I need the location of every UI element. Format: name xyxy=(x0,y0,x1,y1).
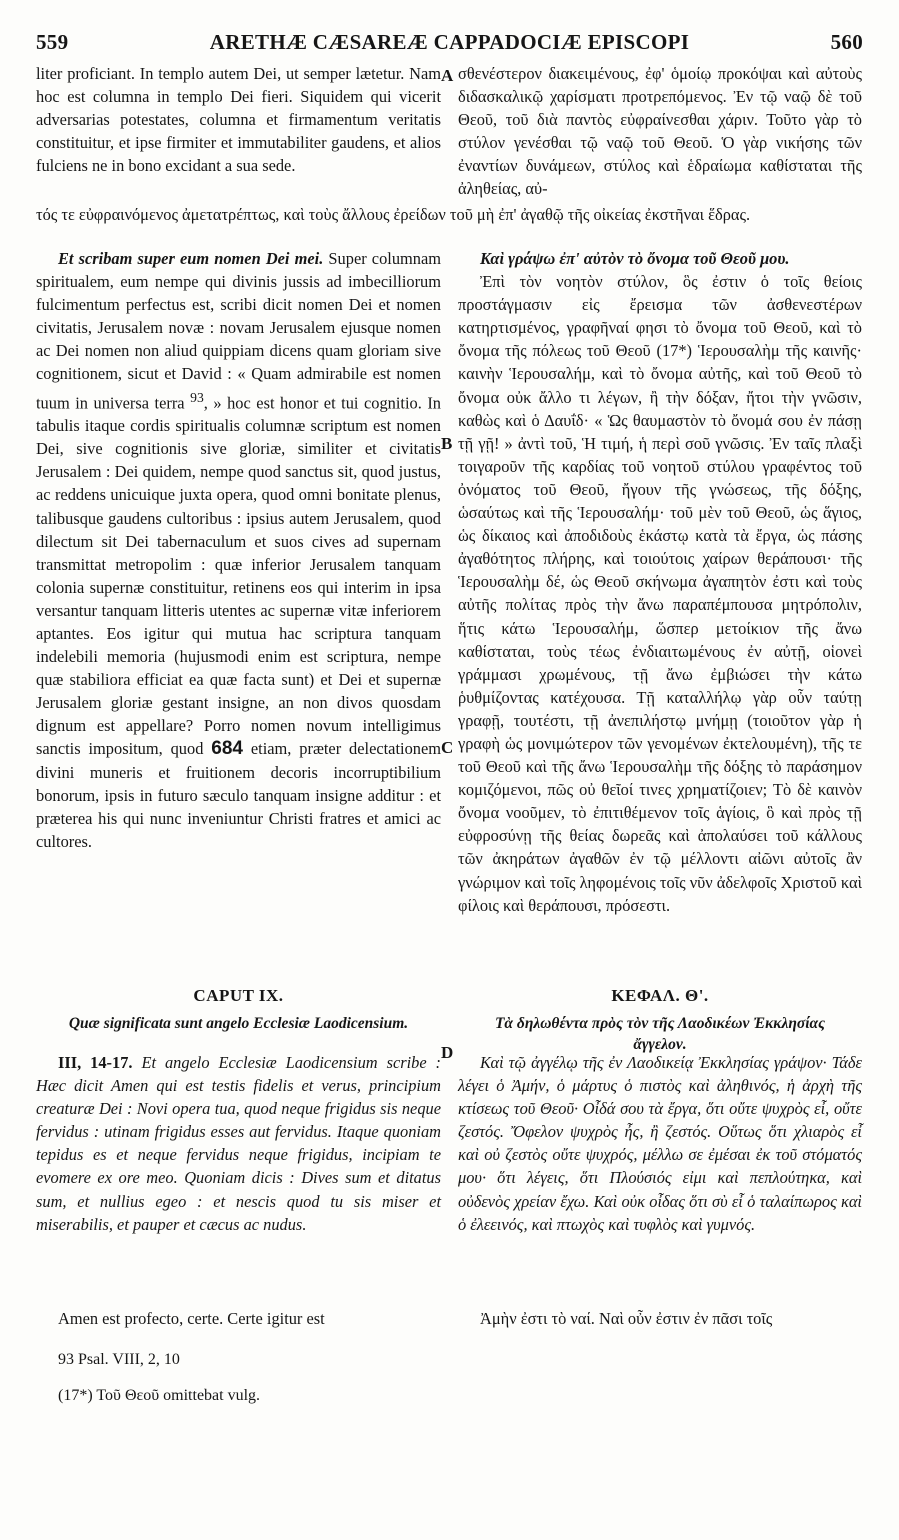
greek-top-paragraph xyxy=(458,62,862,201)
latin-verse-text: Et angelo Ecclesiæ Laodicensium scribe : Hæc dicit Amen qui est testis fidelis et verus, principium creaturæ Dei : Novi opera tua, quod neque frigidus sis neque fervidus : utinam frigidus esses aut fervidus. Itaque quoniam tepidus es et neque fervidus neque frigidus, incipiam te evomere ex ore meo. Quoniam dicis : Dives sum et ditatus sum, et nullius egeo : et nescis quod tu sis miser et miserabilis, et pauper et cæcus ac nudus. xyxy=(36,1053,442,1234)
greek-last-text: Ἀμὴν ἐστι τὸ ναί. Ναὶ οὖν ἐστιν ἐν πᾶσι τοῖς xyxy=(480,1309,773,1328)
latin-lemma: Et scribam super eum nomen Dei mei. xyxy=(58,249,324,268)
greek-verse-block xyxy=(458,1051,862,1236)
fullwidth-continuation: τός τε εὐφραινόμενος ἀμετατρέπτως, καὶ τοὺς ἄλλους ἐρείδων τοῦ μὴ ἐπ' ἀγαθῷ τῆς οἰκείας ἐκστῆναι ἕδρας. xyxy=(36,205,751,224)
latin-chapter-subtitle: Quæ significata sunt angelo Ecclesiæ Laodicensium. xyxy=(68,1015,409,1032)
margin-letter-b: B xyxy=(441,434,453,453)
greek-chapter-heading: ΚΕΦΑΛ. Θ'. xyxy=(611,986,709,1005)
latin-text-c: etiam, præter delectationem divini muneris et fruitionem decoris incorruptibilium bonorum, ipsis in futuro sæculo tanquam insigne additur : et præterea his qui nunc inveniuntur Christi fratres et amici ac cultores. xyxy=(36,739,441,851)
page-number-right: 560 xyxy=(830,30,863,54)
greek-top-text: σθενέστερον διακειμένους, ἐφ' ὁμοίῳ προκόψαι καὶ αὐτοὺς διδασκαλικῷ χαρίσματι προτρεπόμενος. Ἐν τῷ ναῷ δὲ τοῦ Θεοῦ, τοῦ διὰ παντὸς εὐφραίνεσθαι χάριν. Τοῦτο γὰρ τὸ στύλον γενέσθαι τῷ ναῷ τοῦ Θεοῦ. Ὁ γὰρ νικήσης τῶν ἐναντίων δυνάμεων, στύλος καὶ ἑδραίωμα καθίσταται τῆς ἀληθείας, αὐ- xyxy=(458,64,862,199)
greek-text-a: Ἐπὶ τὸν νοητὸν στύλον, ὃς ἐστιν ὁ τοῖς θείοις προστάγμασιν εἰς ἔρεισμα τῶν ἀσθενεστέρων κατηρτισμένος, γραφῆναί φησι τὸ ὄνομα τοῦ Θεοῦ, καὶ τὸ ὄνομα τῆς πόλεως τοῦ Θεοῦ xyxy=(458,272,862,361)
footnote-ref-93: 93 xyxy=(190,389,204,405)
greek-main-paragraph xyxy=(458,247,862,917)
latin-verse-ref: III, 14-17. xyxy=(58,1053,133,1072)
footnote-17: (17*) Τοῦ Θεοῦ omittebat vulg. xyxy=(58,1387,261,1404)
page-number-left: 559 xyxy=(36,30,69,54)
footnote-ref-17: (17*) xyxy=(656,341,692,361)
greek-last-line xyxy=(458,1307,862,1330)
latin-last-line xyxy=(36,1307,441,1330)
latin-text-b: , » hoc est honor et tui cognitio. In tabulis itaque cordis spiritualis columnæ scriptum est nomen Dei, sive cognitionis sive gloriæ, similiter et civitatis Jerusalem : Dei quidem, nempe quod sanctus sit, quod justus, ac reddens unicuique juxta opera, quod omni bonitate plenus, talibusque gaudens cultoribus : ipsius autem Jerusalem, quod dilectum sit Dei tabernaculum et suos cives ad supernam transmittat metropolim : quæ inferior Jerusalem tanquam colonia supernæ constituitur, retinens eos qui interim in ipsa versantur tanquam litteris utentes ac supernæ vitæ inferiorem aptantes. Eos igitur qui mutua hac scriptura tanquam indelebili memoria (hujusmodi enim est scriptura, nempe quæ stabiliora efficiat ea quæ facta sunt) et Dei et supernæ Jerusalem gloriæ gestant insigne, an non divos quosdam dignum est appellare? Porro nomen novum intelligimus sanctis impositum, quod xyxy=(36,393,441,759)
greek-chapter-subtitle: Τὰ δηλωθέντα πρὸς τὸν τῆς Λαοδικέων Ἐκκλησίας ἄγγελον. xyxy=(494,1015,826,1053)
latin-text-a: Super columnam spiritualem, eum nempe qui divinis jussis ad imbecilliorum fulcimentum perfectus est, scribi dicit nomen Dei et nomen civitatis, Jerusalem novæ : novam Jerusalem ejusque nomen ac Dei nomen non aliud quippiam dicens quam gloriam sive cognitionem, sicut et David : « Quam admirabile est nomen tuum in universa terra xyxy=(36,249,441,413)
column-number: 684 xyxy=(211,738,243,760)
margin-letter-c: C xyxy=(441,738,454,757)
latin-main-paragraph xyxy=(36,247,441,853)
greek-lemma: Καὶ γράψω ἐπ' αὐτὸν τὸ ὄνομα τοῦ Θεοῦ μου. xyxy=(480,249,790,268)
latin-top-text: liter proficiant. In templo autem Dei, ut semper lætetur. Nam hoc est columna in templo Dei fieri. Siquidem qui vicerit adversarias potestates, columna et firmamentum veritatis constituitur, et ipse firmiter et immutabiliter gaudens, et alios fulciens ne in bono excidant a sua sede. xyxy=(36,64,441,176)
greek-verse-text: Καὶ τῷ ἀγγέλῳ τῆς ἐν Λαοδικείᾳ Ἐκκλησίας γράψον· Τάδε λέγει ὁ Ἀμήν, ὁ μάρτυς ὁ πιστὸς καὶ ἀληθινός, ἡ ἀρχὴ τῆς κτίσεως τοῦ Θεοῦ· Οἶδά σου τὰ ἔργα, ὅτι οὔτε ψυχρὸς εἶ, οὔτε ζεστός. Ὄφελον ψυχρὸς ἦς, ἢ ζεστός. Οὕτως ὅτι χλιαρὸς εἶ καὶ οὐ ζεστὸς οὔτε ψυχρός, μέλλω σε ἐμέσαι ἐκ τοῦ στόματός μου· ὅτι λέγεις, ὅτι Πλούσιός εἰμι καὶ πεπλούτηκα, καὶ οὐδενὸς χρείαν ἔχω. Καὶ οὐκ οἶδας ὅτι σὺ εἶ ὁ ταλαίπωρος καὶ ὁ ἐλεεινός, καὶ πτωχὸς καὶ τυφλὸς καὶ γυμνός. xyxy=(458,1053,862,1234)
margin-letter-a: A xyxy=(441,66,454,85)
latin-last-text: Amen est profecto, certe. Certe igitur est xyxy=(58,1309,325,1328)
running-title: ARETHÆ CÆSAREÆ CAPPADOCIÆ EPISCOPI xyxy=(209,30,690,54)
footnote-93: 93 Psal. VIII, 2, 10 xyxy=(58,1351,180,1368)
latin-chapter-heading: CAPUT IX. xyxy=(193,986,284,1005)
latin-verse-block xyxy=(36,1051,441,1236)
greek-text-b: Ἱερουσαλὴμ τῆς καινῆς· καινὴν Ἱερουσαλήμ, καὶ τὸ ὄνομα αὐτῆς, καὶ τοῦ Θεοῦ τὸ ὄνομα οὐκ ἄλλο τι λέγων, ἢ τὴν δόξαν, ἤτοι τὴν γνῶσιν, καθὼς καὶ ὁ Δαυΐδ· « Ὡς θαυμαστὸν τὸ ὄνομά σου ἐν πάσῃ τῇ γῇ! » ἀντὶ τοῦ, Ἡ τιμή, ἡ περὶ σοῦ γνῶσις. Ἐν ταῖς πλαξὶ τοιγαροῦν τῆς καρδίας τοῦ νοητοῦ στύλου γραφέντος τοῦ ὀνόματος τοῦ Θεοῦ, ἤγουν τῆς γνώσεως, τῆς δόξης, ὡσαύτως καὶ τῆς Ἱερουσαλήμ· τοῦ μὲν τοῦ Θεοῦ, ὡς ἅγιος, ὡς δίκαιος καὶ ἀποδιδοὺς ἑκάστῳ κατὰ τὰ ἔργα, ὡς πάσης ἀγαθότητος πλήρης, καὶ τοιούτοις χαίρων θεράπουσι· τῆς Ἱερουσαλὴμ δέ, ὡς Θεοῦ σκήνωμα ἀγαπητὸν ἐστι καὶ τοὺς αὐτῆς πολίτας πρὸς τὴν ἄνω παραπέμπουσα μητρόπολιν, ἥτις κάτω Ἱερουσαλήμ, ὥσπερ μετοίκιον τῆς ἄνω καθίσταται, τοὺς τέως ἐνδιαιτωμένους ἐν αὐτῇ, οἱονεὶ γράμμασι χρωμένους, τῇ ἄνω ἐμβιώσει τὴν κάτω ῥυθμίζοντας κατέχουσα. Τῇ καταλλήλῳ γὰρ οὖν ταύτῃ γραφῇ, τουτέστι, τῇ ἀνεπιλήστῳ μνήμῃ (τοιοῦτον γὰρ ἡ γραφὴ ὡς μονιμώτερον τῶν γενομένων ἐκτελουμένη), τῆς τε τοῦ Θεοῦ καὶ τῆς ἄνω Ἱερουσαλὴμ τῆς δόξης τὸ παράσημον κομιζόμενοι, πῶς οὐ θεῖοί τινες χρηματίζοιεν; Τὸ δὲ καινὸν ὄνομα νοοῦμεν, τὸ ἐπιτιθέμενον τοῖς ἁγίοις, ὃ καὶ πρὸς τῇ εὐφροσύνῃ τῆς θείας δωρεᾶς καὶ ἀπολαύσει τοῦ κάλλους τῶν ἀκηράτων ἀγαθῶν ἐν τῷ μέλλοντι αἰῶνι αὐτοῖς ἂν γνώριμον καὶ τοῖς ληφομένοις τοῖς νῦν ἀδελφοῖς Χριστοῦ καὶ φίλοις καὶ θεράπουσι, πρόσεστι. xyxy=(458,341,862,915)
margin-letter-d: D xyxy=(441,1043,454,1062)
latin-top-paragraph xyxy=(36,62,441,177)
